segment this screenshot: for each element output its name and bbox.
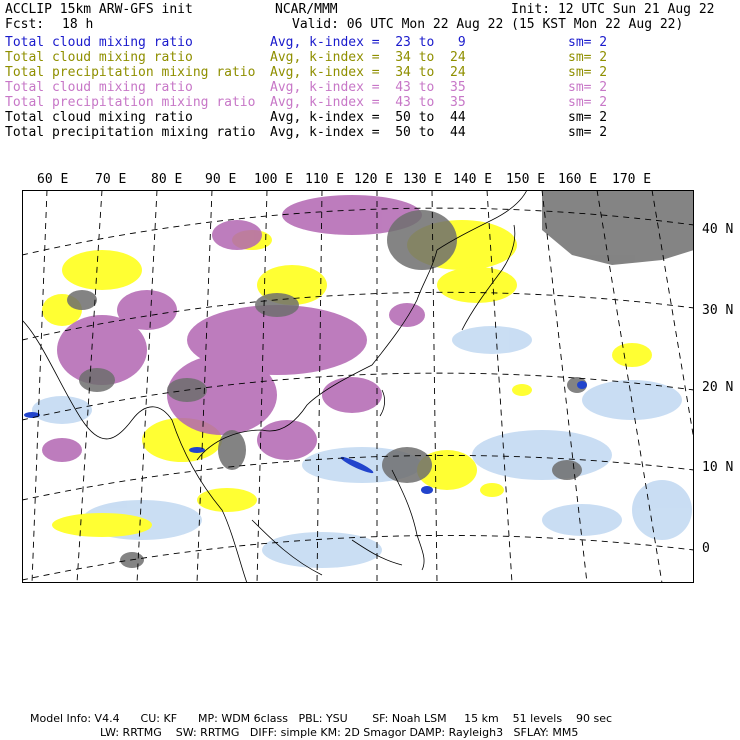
field-name: Total precipitation mixing ratio xyxy=(5,65,256,80)
field-sm: sm= 2 xyxy=(568,50,608,65)
lon-label: 60 E xyxy=(37,172,69,187)
field-sm: sm= 2 xyxy=(568,95,608,110)
field-name: Total cloud mixing ratio xyxy=(5,110,193,125)
model-title: ACCLIP 15km ARW-GFS init xyxy=(5,2,193,17)
lat-label: 0 xyxy=(702,541,710,556)
field-name: Total precipitation mixing ratio xyxy=(5,95,256,110)
field-sm: sm= 2 xyxy=(568,65,608,80)
valid-time: Valid: 06 UTC Mon 22 Aug 22 (15 KST Mon 22 Aug 22) xyxy=(292,17,684,32)
field-name: Total cloud mixing ratio xyxy=(5,50,193,65)
field-avg: Avg, k-index = 23 to 9 xyxy=(270,35,466,50)
lat-label: 10 N xyxy=(702,460,734,475)
field-name: Total precipitation mixing ratio xyxy=(5,125,256,140)
field-sm: sm= 2 xyxy=(568,125,608,140)
lon-label: 130 E xyxy=(403,172,443,187)
field-avg: Avg, k-index = 50 to 44 xyxy=(270,125,466,140)
lon-label: 170 E xyxy=(612,172,652,187)
map-panel xyxy=(22,190,694,583)
field-avg: Avg, k-index = 50 to 44 xyxy=(270,110,466,125)
field-sm: sm= 2 xyxy=(568,110,608,125)
field-sm: sm= 2 xyxy=(568,80,608,95)
init-time: Init: 12 UTC Sun 21 Aug 22 xyxy=(511,2,715,17)
model-info-line2: LW: RRTMG SW: RRTMG DIFF: simple KM: 2D Smagor DAMP: Rayleigh3 SFLAY: MM5 xyxy=(100,726,579,739)
fcst-value: 18 h xyxy=(62,17,94,32)
lat-label: 40 N xyxy=(702,222,734,237)
lon-label: 100 E xyxy=(254,172,294,187)
lat-label: 30 N xyxy=(702,303,734,318)
field-avg: Avg, k-index = 34 to 24 xyxy=(270,65,466,80)
lon-label: 160 E xyxy=(558,172,598,187)
model-info-line1: Model Info: V4.4 CU: KF MP: WDM 6class PBL: YSU SF: Noah LSM 15 km 51 levels 90 sec xyxy=(30,712,613,725)
fcst-label: Fcst: xyxy=(5,17,45,32)
lon-label: 70 E xyxy=(95,172,127,187)
field-sm: sm= 2 xyxy=(568,35,608,50)
lon-label: 80 E xyxy=(151,172,183,187)
field-avg: Avg, k-index = 43 to 35 xyxy=(270,80,466,95)
lon-label: 90 E xyxy=(205,172,237,187)
lon-label: 140 E xyxy=(453,172,493,187)
lon-label: 150 E xyxy=(506,172,546,187)
field-name: Total cloud mixing ratio xyxy=(5,80,193,95)
lon-label: 110 E xyxy=(305,172,345,187)
lon-label: 120 E xyxy=(354,172,394,187)
field-name: Total cloud mixing ratio xyxy=(5,35,193,50)
field-avg: Avg, k-index = 34 to 24 xyxy=(270,50,466,65)
center-label: NCAR/MMM xyxy=(275,2,338,17)
field-avg: Avg, k-index = 43 to 35 xyxy=(270,95,466,110)
lat-label: 20 N xyxy=(702,380,734,395)
